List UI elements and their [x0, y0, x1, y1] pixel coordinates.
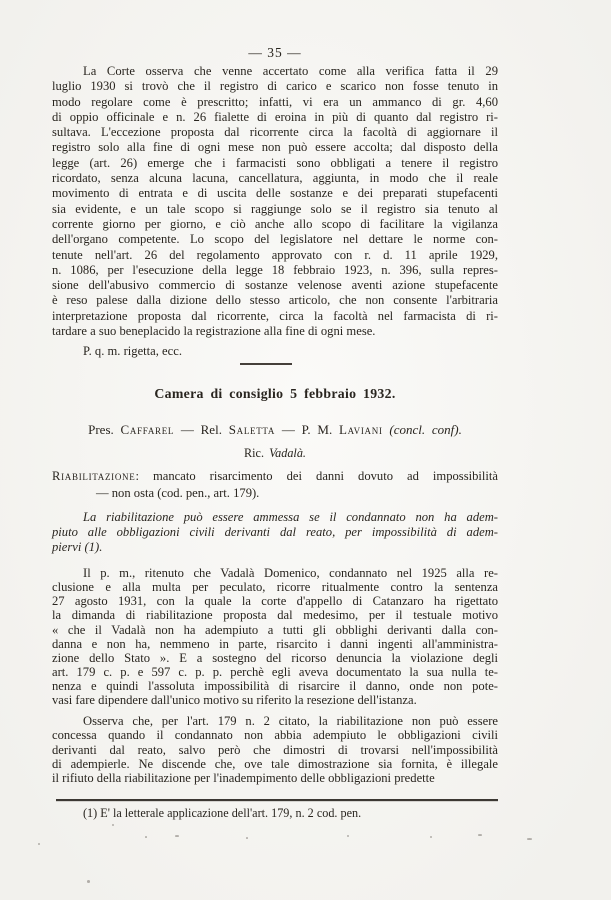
text-segment: (concl. conf).: [389, 422, 462, 437]
text-segment: Laviani: [338, 422, 383, 437]
text-line: piuto alle obbligazioni civili derivanti dal reato, per impossibilità di adem-: [52, 525, 498, 540]
text-segment: Ric.: [244, 446, 270, 460]
text-line: Osserva che, per l'art. 179 n. 2 citato, la riabilitazione non può essere: [83, 714, 498, 728]
text-line: tenute nell'art. 26 del regolamento approvato con r. d. 11 aprile 1929,: [52, 247, 498, 262]
text-line: corrente giorno per giorno, e ciò anche allo scopo di facilitare la vigilanza: [52, 216, 498, 231]
body-paragraph-osserva: [52, 714, 498, 785]
text-line: registro solo alla fine di ogni mese non può essere accolta; dal disposto della: [52, 140, 498, 155]
text-line: vasi fare dipendere dall'unico motivo su riferito la resezione dell'istanza.: [52, 693, 417, 708]
text-line: art. 179 c. p. e 597 c. p. p. perchè egli aveva documentato la sua nulla te-: [52, 665, 498, 680]
section-divider-rule: [240, 363, 292, 365]
text-line: la dimanda di riabilitazione proposta dal medesimo, per il testuale motivo: [52, 608, 498, 623]
text-segment: Pres.: [88, 422, 121, 437]
pqm-line: P. q. m. rigetta, ecc.: [83, 344, 182, 358]
text-line: nenza e quindi l'assoluta impossibilità di risarcire il danno, onde non pote-: [52, 679, 498, 694]
text-line: [52, 446, 498, 461]
scan-speck: [430, 836, 432, 838]
body-paragraph-pm: [52, 566, 498, 708]
text-line: derivanti dal reato, salvo però che dimostri di trovarsi nell'impossibilità: [52, 742, 498, 757]
text-segment: Saletta: [228, 422, 276, 437]
scan-speck: [347, 835, 349, 837]
text-line: zione dello Stato ». E a sostegno del ricorso denuncia la violazione degli: [52, 650, 498, 665]
scan-speck: [145, 836, 147, 838]
text-line: dell'organo competente. Lo scopo del legislatore nel dettare le norme con-: [52, 232, 498, 247]
text-line: concessa quando il condannato non abbia adempiuto le obbligazioni civili: [52, 728, 498, 743]
scan-speck: [175, 835, 179, 837]
text-segment: Caffarel: [120, 422, 175, 437]
footnote-rule: [56, 799, 498, 801]
text-line: di adempierle. Ne discende che, ove tale dimostrazione sia fornita, è illegale: [52, 756, 498, 771]
ricorrente-line: [52, 446, 498, 461]
text-line: clusione e alla multa per peculato, ricorre ritualmente contro la sentenza: [52, 580, 498, 595]
scan-speck: [527, 838, 532, 840]
text-line: sia evidente, e un tale scopo si raggiunge solo se il registro sia tenuto al: [52, 201, 498, 216]
text-line: è reso palese dalla dizione dello stesso articolo, che non consente l'arbitraria: [52, 293, 498, 308]
text-line: modo regolare come è prescritto; infatti, vi era un ammanco di gr. 4,60: [52, 94, 498, 109]
text-line: danna e non ha, nemmeno in parte, risarcito i danni ingenti all'amministra-: [52, 636, 498, 651]
text-line: ricordato, senza alcuna lacuna, cancellatura, aggiunta, in modo che il reale: [52, 171, 498, 186]
text-line: [52, 422, 498, 437]
text-line: La Corte osserva che venne accertato come alla verifica fatta il 29: [83, 64, 498, 78]
text-line: luglio 1930 si trovò che il registro di carico e scarico non fosse tenuto in: [52, 79, 498, 94]
scan-speck: [112, 824, 114, 826]
text-line: « che il Vadalà non ha adempiuto a tutti gli obblighi derivanti dalla con-: [52, 622, 498, 637]
scan-speck: [87, 880, 90, 883]
decision-paragraph-corte: [52, 64, 498, 339]
judges-byline: [52, 422, 498, 437]
text-line: di oppio officinale e n. 26 fialette di eroina in più di quanto dal registro ri-: [52, 109, 498, 124]
text-segment: — Rel.: [174, 422, 229, 437]
text-line: interpretazione proposta dal ricorrente, circa la facoltà nel farmacista di ri-: [52, 308, 498, 323]
text-segment: — P. M.: [275, 422, 339, 437]
text-line: Il p. m., ritenuto che Vadalà Domenico, condannato nel 1925 alla re-: [83, 566, 498, 580]
scan-speck: [478, 834, 482, 836]
text-line: tardare a suo beneplacido la registrazione alla fine di ogni mese.: [52, 324, 376, 339]
text-line: piervi (1).: [52, 540, 103, 555]
summary-massima: [52, 510, 498, 555]
text-segment: Vadalà.: [269, 446, 306, 460]
text-segment: Riabilitazione: [52, 469, 136, 483]
text-line: il rifiuto della riabilitazione per l'inadempimento delle obbligazioni predette: [52, 771, 435, 786]
text-line: [52, 468, 498, 485]
text-line: sione dell'abusivo commercio di sostanze velenose aventi azione stupefacente: [52, 278, 498, 293]
page-number: — 35 —: [248, 45, 302, 60]
text-line: La riabilitazione può essere ammessa se il condannato non ha adem-: [83, 510, 498, 524]
text-line: movimento di entrata e di uscita delle sostanze e dei preparati stupefacenti: [52, 186, 498, 201]
text-line: n. 1086, per l'esecuzione della legge 18 febbraio 1923, n. 396, sulla repres-: [52, 262, 498, 277]
scan-speck: [246, 837, 248, 839]
footnote: (1) E' la letterale applicazione dell'art. 179, n. 2 cod. pen.: [83, 806, 362, 820]
text-line: 27 agosto 1931, con la quale la corte d'appello di Catanzaro ha rigettato: [52, 594, 498, 609]
text-segment: : mancato risarcimento dei danni dovuto ad impossibilità: [135, 469, 498, 483]
text-line: legge (art. 26) emerge che i farmacisti sono obbligati a tenere il registro: [52, 155, 498, 170]
headnote: [52, 468, 498, 503]
text-line: sultava. L'eccezione proposta dal ricorrente circa la facoltà di aggiornare il: [52, 125, 498, 140]
scan-speck: [38, 843, 40, 845]
session-heading: Camera di consiglio 5 febbraio 1932.: [154, 386, 396, 401]
text-line: — non osta (cod. pen., art. 179).: [96, 486, 260, 501]
